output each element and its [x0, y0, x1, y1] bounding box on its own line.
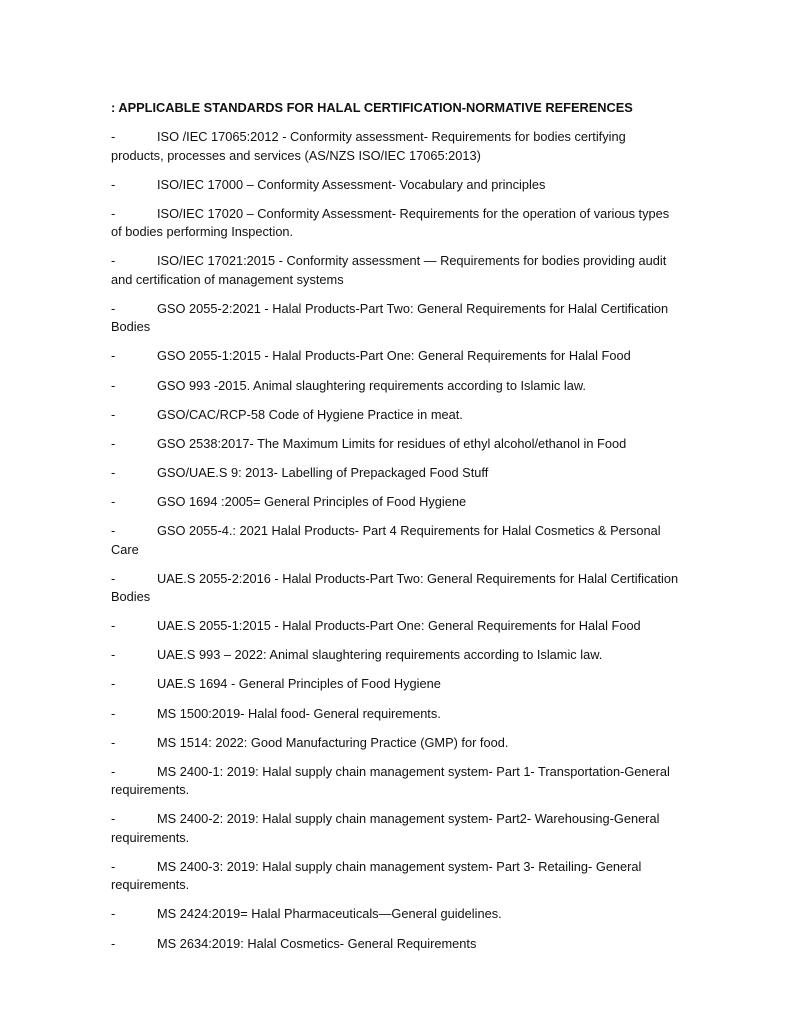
reference-item [111, 435, 681, 454]
list-bullet-dash: - [111, 935, 116, 951]
reference-text: MS 2400-3: 2019: Halal supply chain management system- Part 3- Retailing- General requirements. [111, 858, 642, 893]
list-bullet-dash: - [111, 734, 116, 750]
reference-item [111, 522, 681, 559]
list-bullet-dash: - [111, 570, 116, 586]
reference-item [111, 252, 681, 289]
reference-text: MS 2424:2019= Halal Pharmaceuticals—General guidelines. [157, 906, 502, 922]
list-bullet-dash: - [111, 618, 116, 634]
reference-item [111, 617, 681, 636]
document-page [111, 99, 681, 964]
list-bullet-dash: - [111, 176, 116, 192]
reference-item [111, 205, 681, 242]
reference-text: GSO 2538:2017- The Maximum Limits for residues of ethyl alcohol/ethanol in Food [157, 435, 627, 451]
reference-item [111, 935, 681, 954]
reference-text: MS 2400-1: 2019: Halal supply chain management system- Part 1- Transportation-General requirements. [111, 763, 670, 798]
list-bullet-dash: - [111, 906, 116, 922]
list-bullet-dash: - [111, 406, 116, 422]
reference-item [111, 675, 681, 694]
reference-text: MS 2400-2: 2019: Halal supply chain management system- Part2- Warehousing-General requirements. [111, 811, 660, 845]
normative-references-list [111, 128, 681, 953]
list-bullet-dash: - [111, 253, 116, 269]
reference-text: ISO /IEC 17065:2012 - Conformity assessment- Requirements for bodies certifying products, processes and services (AS/NZS ISO/IEC 17065:2013) [111, 129, 626, 163]
reference-item [111, 905, 681, 924]
list-bullet-dash: - [111, 523, 116, 539]
reference-item [111, 377, 681, 396]
list-bullet-dash: - [111, 205, 116, 221]
reference-item [111, 493, 681, 512]
reference-item [111, 734, 681, 753]
reference-text: UAE.S 2055-2:2016 - Halal Products-Part Two: General Requirements for Halal Certification Bodies [111, 570, 679, 605]
list-bullet-dash: - [111, 493, 116, 509]
reference-item [111, 858, 681, 895]
reference-item [111, 300, 681, 337]
reference-text: GSO 2055-2:2021 - Halal Products-Part Two: General Requirements for Halal Certification Bodies [111, 300, 669, 335]
list-bullet-dash: - [111, 705, 116, 721]
reference-text: GSO 1694 :2005= General Principles of Food Hygiene [157, 493, 467, 509]
reference-item [111, 406, 681, 425]
list-bullet-dash: - [111, 464, 116, 480]
reference-text: GSO 993 -2015. Animal slaughtering requirements according to Islamic law. [157, 377, 586, 393]
reference-item [111, 810, 681, 847]
reference-item [111, 763, 681, 800]
list-bullet-dash: - [111, 377, 116, 393]
reference-text: GSO 2055-1:2015 - Halal Products-Part One: General Requirements for Halal Food [157, 348, 631, 364]
reference-item [111, 705, 681, 724]
reference-text: MS 2634:2019: Halal Cosmetics- General Requirements [157, 935, 477, 951]
reference-text: GSO/UAE.S 9: 2013- Labelling of Prepackaged Food Stuff [157, 464, 489, 480]
reference-text: ISO/IEC 17000 – Conformity Assessment- Vocabulary and principles [157, 176, 546, 192]
reference-text: MS 1500:2019- Halal food- General requirements. [157, 705, 441, 721]
reference-item [111, 176, 681, 195]
reference-item [111, 128, 681, 165]
reference-item [111, 646, 681, 665]
list-bullet-dash: - [111, 763, 116, 779]
reference-item [111, 347, 681, 366]
reference-text: UAE.S 1694 - General Principles of Food Hygiene [157, 676, 441, 692]
reference-text: UAE.S 993 – 2022: Animal slaughtering requirements according to Islamic law. [157, 647, 603, 663]
list-bullet-dash: - [111, 811, 116, 827]
reference-text: GSO 2055-4.: 2021 Halal Products- Part 4 Requirements for Halal Cosmetics & Personal Care [111, 523, 661, 557]
list-bullet-dash: - [111, 300, 116, 316]
reference-text: GSO/CAC/RCP-58 Code of Hygiene Practice in meat. [157, 406, 463, 422]
reference-text: ISO/IEC 17021:2015 - Conformity assessment — Requirements for bodies providing audit and certification of management systems [111, 253, 667, 287]
reference-item [111, 464, 681, 483]
reference-item [111, 570, 681, 607]
list-bullet-dash: - [111, 647, 116, 663]
reference-text: MS 1514: 2022: Good Manufacturing Practice (GMP) for food. [157, 734, 509, 750]
reference-text: UAE.S 2055-1:2015 - Halal Products-Part One: General Requirements for Halal Food [157, 618, 641, 634]
list-bullet-dash: - [111, 348, 116, 364]
list-bullet-dash: - [111, 435, 116, 451]
reference-text: ISO/IEC 17020 – Conformity Assessment- Requirements for the operation of various types of bodies performing Inspection. [111, 205, 670, 240]
list-bullet-dash: - [111, 129, 116, 144]
section-heading: : APPLICABLE STANDARDS FOR HALAL CERTIFICATION-NORMATIVE REFERENCES [111, 100, 633, 115]
list-bullet-dash: - [111, 676, 116, 692]
list-bullet-dash: - [111, 858, 116, 874]
